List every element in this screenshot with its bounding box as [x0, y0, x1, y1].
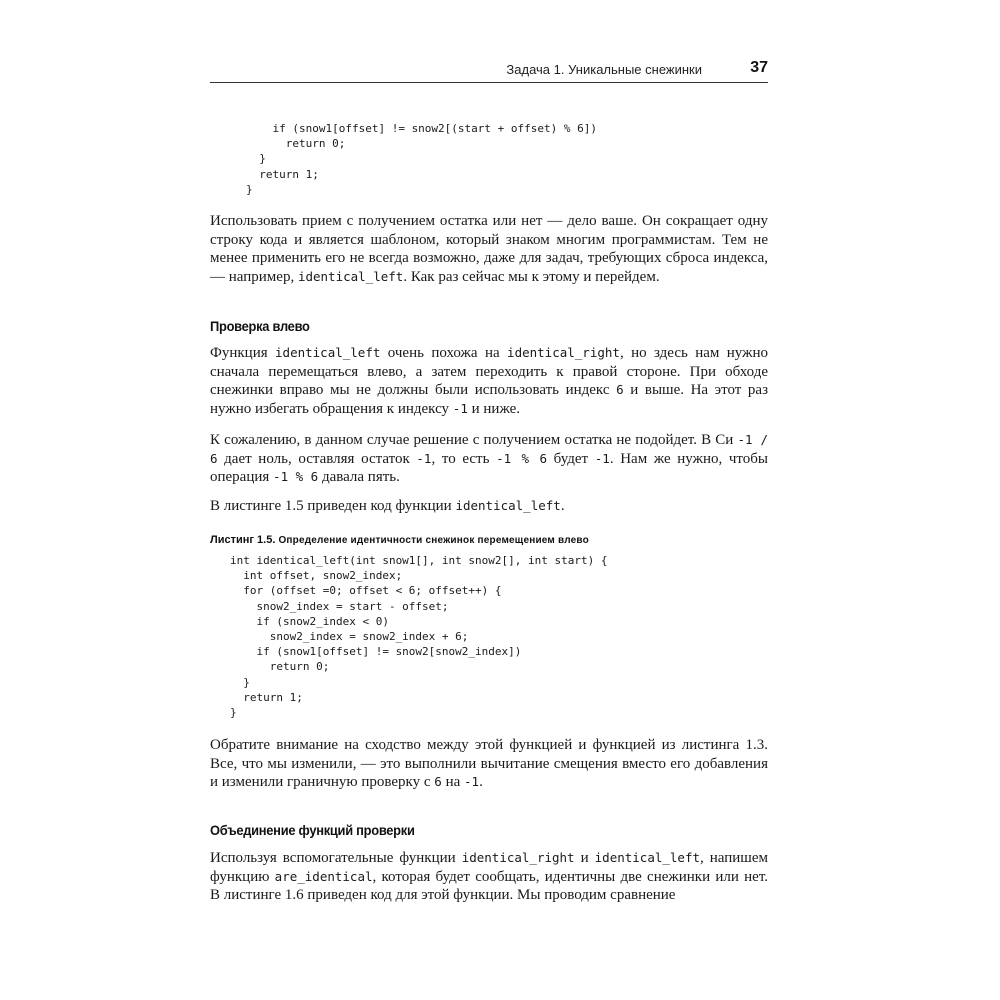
paragraph: Обратите внимание на сходство между этой функцией и функцией из листинга 1.3. Все, что мы изменили, — это выполнили вычитание смещения вместо его добавления и изменили граничную проверку с 6 на -1. — [210, 737, 768, 791]
paragraph: Используя вспомогательные функции identical_right и identical_left, напишем функцию are_identical, которая будет сообщать, идентичны две снежинки или нет. В листинге 1.6 приведен код для этой функции. Мы проводим сравнение — [210, 850, 769, 904]
page-number: 37 — [750, 59, 768, 76]
section-heading-combine: Объединение функций проверки — [210, 822, 415, 838]
code-listing: int identical_left(int snow1[], int snow2[], int start) { int offset, snow2_index; for (offset =0; offset < 6; offset++) { snow2_index = start - offset; if (snow2_index < 0) snow2_index = snow2_index + 6; if (snow1[offset] != snow2[snow2_index]) return 0; } return 1; } — [230, 554, 608, 720]
listing-label: Листинг 1.5. — [210, 534, 276, 546]
running-title: Задача 1. Уникальные снежинки — [506, 62, 702, 77]
code-block-continuation: if (snow1[offset] != snow2[(start + offset) % 6]) return 0; } return 1; } — [246, 122, 597, 196]
paragraph: К сожалению, в данном случае решение с получением остатка не подойдет. В Си -1 / 6 дает ноль, оставляя остаток -1, то есть -1 % 6 будет -1. Нам же нужно, чтобы операция -1 % 6 давала пять. — [210, 432, 768, 486]
paragraph: Использовать прием с получением остатка или нет — дело ваше. Он сокращает одну строку кода и является шаблоном, который знаком многим программистам. Тем не менее применить его не всегда возможно, даже для задач, требующих сброса индекса, — например, identical_left. Как раз сейчас мы к этому и перейдем. — [210, 213, 768, 285]
listing-caption — [210, 534, 768, 546]
paragraph: Функция identical_left очень похожа на identical_right, но здесь нам нужно сначала перемещаться влево, а затем переходить к правой стороне. При обходе снежинки вправо мы не должны были использовать индекс 6 и выше. На этот раз нужно избегать обращения к индексу -1 и ниже. — [210, 345, 768, 417]
running-header — [210, 60, 768, 83]
section-heading-check-left: Проверка влево — [210, 318, 310, 334]
paragraph: В листинге 1.5 приведен код функции identical_left. — [210, 498, 565, 514]
listing-title: Определение идентичности снежинок перемещением влево — [278, 535, 589, 546]
